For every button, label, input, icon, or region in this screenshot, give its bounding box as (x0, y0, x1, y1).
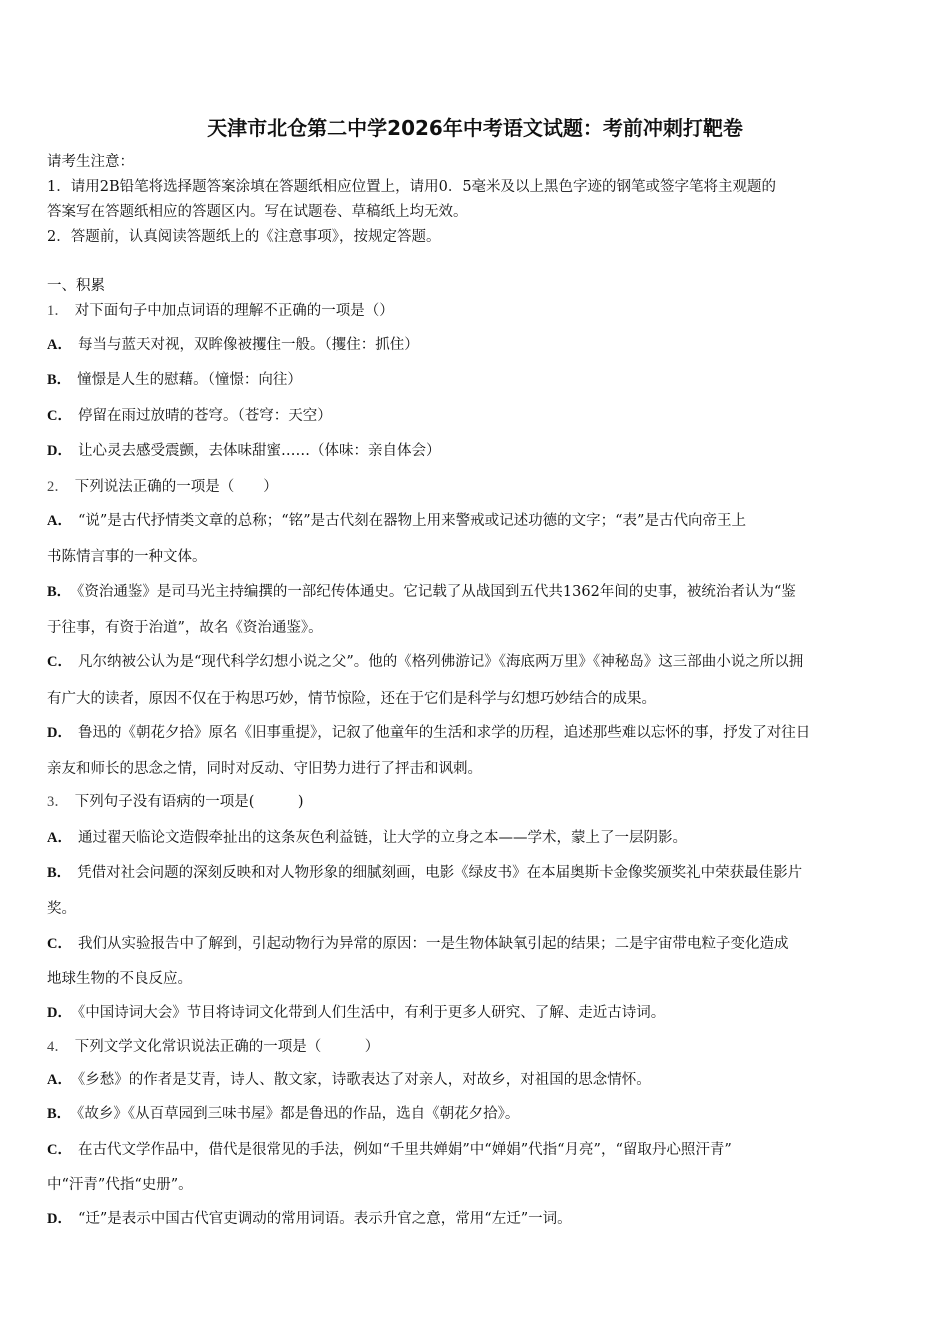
q4-option-a[interactable] (47, 1070, 920, 1090)
question-stem: 对下面句子中加点词语的理解不正确的一项是（） (74, 303, 394, 319)
option-text: 每当与蓝天对视，双眸像被攫住一般。（攫住：抓住） (77, 337, 419, 353)
q1-option-c[interactable] (47, 406, 920, 426)
q2-option-b-cont: 于往事，有资于治道”，故名《资治通鉴》。 (47, 620, 323, 636)
option-text: 《中国诗词大会》节目将诗词文化带到人们生活中，有利于更多人研究、了解、走近古诗词。 (77, 1005, 666, 1021)
q2-option-a[interactable] (47, 511, 920, 531)
notice-heading: 请考生注意： (47, 154, 134, 170)
q2-option-a-cont: 书陈情言事的一种文体。 (47, 549, 207, 565)
question-3 (47, 792, 920, 812)
q4-option-d[interactable] (47, 1209, 920, 1229)
option-label: C． (47, 936, 72, 952)
q2-option-b[interactable] (47, 582, 920, 602)
q3-option-b-cont: 奖。 (47, 901, 76, 917)
notice-item-2: 2．答题前，认真阅读答题纸上的《注意事项》，按规定答题。 (47, 229, 441, 245)
question-4 (47, 1037, 920, 1057)
option-text: 鲁迅的《朝花夕拾》原名《旧事重提》，记叙了他童年的生活和求学的历程，追述那些难以忘怀的事，抒发了对往日 (77, 725, 811, 741)
q3-option-c-cont: 地球生物的不良反应。 (47, 971, 192, 987)
q3-option-b[interactable] (47, 863, 920, 883)
option-label: B． (47, 584, 72, 600)
option-text: “迁”是表示中国古代官吏调动的常用词语。表示升官之意，常用“左迁”一词。 (77, 1211, 572, 1227)
option-text: 在古代文学作品中，借代是很常见的手法，例如“千里共婵娟”中“婵娟”代指“月亮”，“留取丹心照汗青” (77, 1142, 732, 1158)
option-label: D． (47, 725, 72, 741)
option-text: 《故乡》《从百草园到三味书屋》都是鲁迅的作品，选自《朝花夕拾》。 (77, 1106, 520, 1122)
section-heading: 一、积累 (47, 278, 105, 294)
option-text: 凭借对社会问题的深刻反映和对人物形象的细腻刻画，电影《绿皮书》在本届奥斯卡金像奖颁奖礼中荣获最佳影片 (77, 865, 803, 881)
option-label: A． (47, 513, 72, 529)
option-label: A． (47, 1072, 72, 1088)
question-number: 2． (47, 479, 69, 495)
notice-item-1a: 1．请用2B铅笔将选择题答案涂填在答题纸相应位置上，请用0．5毫米及以上黑色字迹的钢笔或签字笔将主观题的 (47, 179, 777, 195)
question-1 (47, 301, 920, 321)
page-title: 天津市北仓第二中学2026年中考语文试题：考前冲刺打靶卷 (207, 116, 743, 140)
option-label: D． (47, 1211, 72, 1227)
q2-option-c-cont: 有广大的读者，原因不仅在于构思巧妙，情节惊险，还在于它们是科学与幻想巧妙结合的成果。 (47, 691, 656, 707)
option-label: B． (47, 865, 72, 881)
question-stem: 下列说法正确的一项是（ ） (74, 479, 278, 495)
q2-option-d-cont: 亲友和师长的思念之情，同时对反动、守旧势力进行了抨击和讽刺。 (47, 761, 482, 777)
q2-option-d[interactable] (47, 723, 920, 743)
option-text: 停留在雨过放晴的苍穹。（苍穹：天空） (77, 408, 332, 424)
question-2 (47, 477, 920, 497)
option-text: 《乡愁》的作者是艾青，诗人、散文家，诗歌表达了对亲人，对故乡，对祖国的思念情怀。 (77, 1072, 651, 1088)
option-text: 通过翟天临论文造假牵扯出的这条灰色利益链，让大学的立身之本——学术，蒙上了一层阴影。 (77, 830, 687, 846)
option-text: “说”是古代抒情类文章的总称；“铭”是古代刻在器物上用来警戒或记述功德的文字；“表”是古代向帝王上 (77, 513, 746, 529)
q1-option-b[interactable] (47, 370, 920, 390)
option-label: C． (47, 1142, 72, 1158)
q3-option-d[interactable] (47, 1003, 920, 1023)
q4-option-c[interactable] (47, 1140, 920, 1160)
question-stem: 下列句子没有语病的一项是( ) (74, 794, 304, 810)
option-label: A． (47, 337, 72, 353)
option-text: 我们从实验报告中了解到，引起动物行为异常的原因：一是生物体缺氧引起的结果；二是宇宙带电粒子变化造成 (77, 936, 789, 952)
option-label: B． (47, 1106, 72, 1122)
q1-option-d[interactable] (47, 441, 920, 461)
option-text: 憧憬是人生的慰藉。（憧憬：向往） (77, 372, 302, 388)
option-label: D． (47, 443, 72, 459)
option-label: D． (47, 1005, 72, 1021)
q1-option-a[interactable] (47, 335, 920, 355)
option-label: C． (47, 408, 72, 424)
notice-item-1b: 答案写在答题纸相应的答题区内。写在试题卷、草稿纸上均无效。 (47, 204, 468, 220)
option-label: A． (47, 830, 72, 846)
option-text: 《资治通鉴》是司马光主持编撰的一部纪传体通史。它记载了从战国到五代共1362年间的史事，被统治者认为“鉴 (77, 584, 796, 600)
option-text: 凡尔纳被公认为是“现代科学幻想小说之父”。他的《格列佛游记》《海底两万里》《神秘岛》这三部曲小说之所以拥 (77, 654, 804, 670)
question-number: 1． (47, 303, 69, 319)
q4-option-c-cont: 中“汗青”代指“史册”。 (47, 1177, 193, 1193)
question-number: 4． (47, 1039, 69, 1055)
option-label: C． (47, 654, 72, 670)
option-label: B． (47, 372, 72, 388)
question-number: 3． (47, 794, 69, 810)
q4-option-b[interactable] (47, 1104, 920, 1124)
q3-option-a[interactable] (47, 828, 920, 848)
q3-option-c[interactable] (47, 934, 920, 954)
question-stem: 下列文学文化常识说法正确的一项是（ ） (74, 1039, 380, 1055)
q2-option-c[interactable] (47, 652, 920, 672)
option-text: 让心灵去感受震颤，去体味甜蜜……（体味：亲自体会） (77, 443, 441, 459)
